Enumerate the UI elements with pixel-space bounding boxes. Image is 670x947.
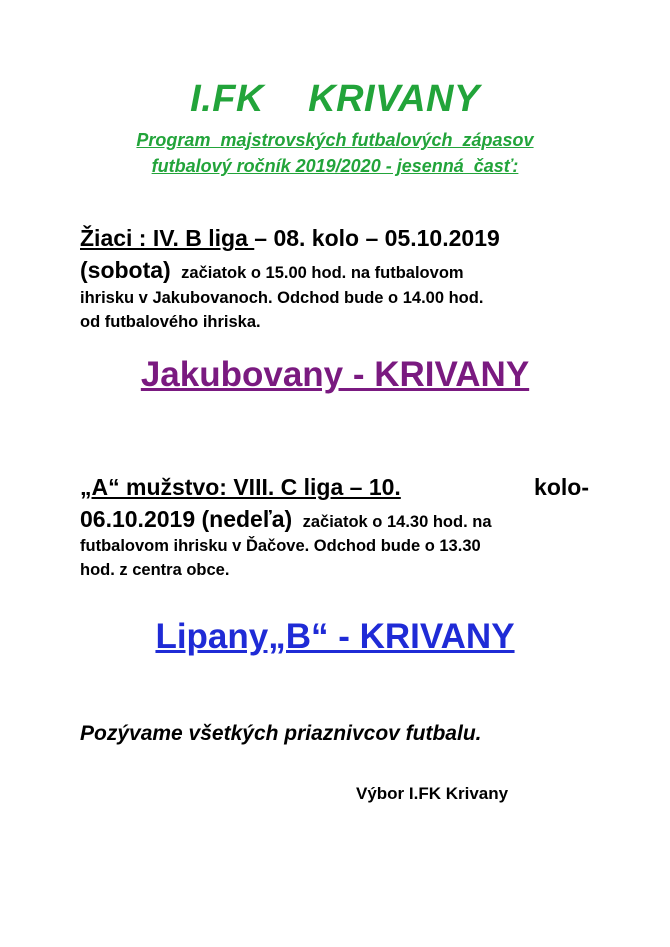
a-team-venue-line: futbalovom ihrisku v Ďačove. Odchod bude o 13.30 <box>80 537 481 555</box>
a-team-fixture: Lipany„B“ - KRIVANY <box>155 617 515 656</box>
youth-round-date: – 08. kolo – 05.10.2019 <box>254 225 500 251</box>
a-team-date-line <box>80 506 589 533</box>
youth-start-time: začiatok o 15.00 hod. na futbalovom <box>181 264 464 282</box>
a-team-date: 06.10.2019 (nedeľa) <box>80 506 293 532</box>
program-subtitle: Program majstrovských futbalových zápasov <box>136 130 534 150</box>
season-subtitle: futbalový ročník 2019/2020 - jesenná časť: <box>151 156 519 176</box>
youth-league: Žiaci : IV. B liga <box>80 225 255 251</box>
youth-start-line <box>80 257 589 284</box>
a-team-round-word: kolo- <box>534 474 589 500</box>
a-team-league: „A“ mužstvo: VIII. C liga – 10. <box>80 474 401 500</box>
youth-departure-line: od futbalového ihriska. <box>80 313 261 331</box>
a-team-league-line <box>80 474 589 501</box>
youth-venue-line: ihrisku v Jakubovanoch. Odchod bude o 14.00 hod. <box>80 289 484 307</box>
youth-league-line <box>80 225 589 252</box>
invitation-text: Pozývame všetkých priaznivcov futbalu. <box>80 722 482 745</box>
club-title: I.FK KRIVANY <box>190 78 480 120</box>
youth-fixture: Jakubovany - KRIVANY <box>140 355 530 394</box>
committee-signature: Výbor I.FK Krivany <box>356 784 509 803</box>
a-team-departure-line: hod. z centra obce. <box>80 561 230 579</box>
youth-day: (sobota) <box>80 257 171 283</box>
a-team-start-time: začiatok o 14.30 hod. na <box>302 513 492 531</box>
